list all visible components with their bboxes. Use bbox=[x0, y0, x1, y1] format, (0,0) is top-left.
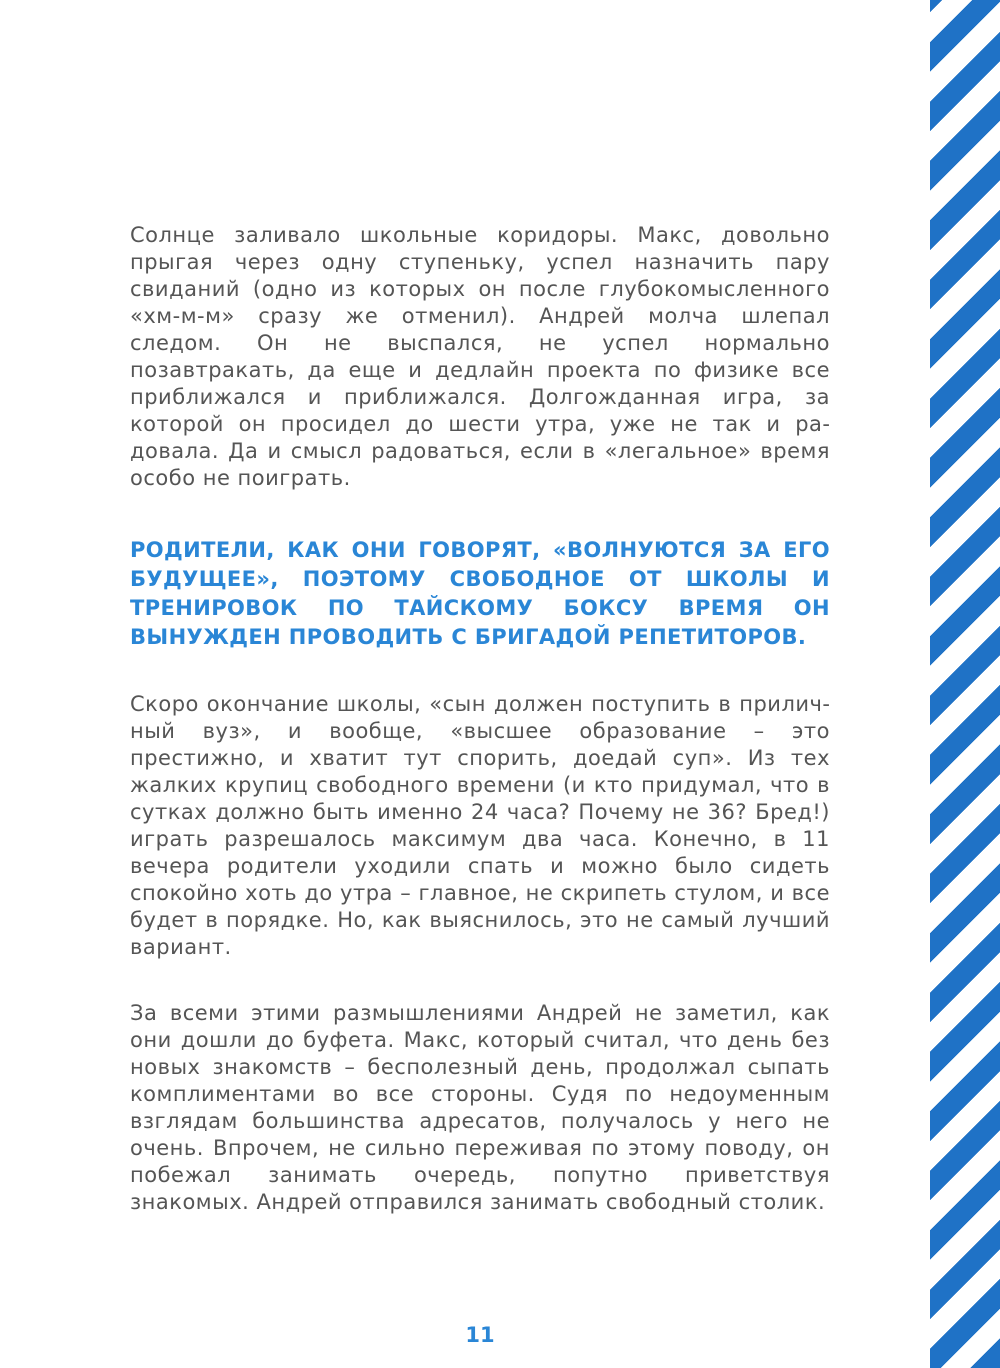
highlight-quote: РОДИТЕЛИ, КАК ОНИ ГОВОРЯТ, «ВОЛНУЮТСЯ ЗА ЕГО БУДУЩЕЕ», ПОЭТОМУ СВОБОДНОЕ ОТ ШКОЛЫ И ТРЕНИРОВОК ПО ТАЙСКОМУ БОКСУ ВРЕМЯ ОН ВЫНУЖДЕН ПРОВОДИТЬ С БРИГАДОЙ РЕПЕТИТОРОВ. bbox=[130, 538, 830, 649]
paragraph-3: За всеми этими размышлениями Андрей не заметил, как они дошли до буфета. Макс, который считал, что день без новых знакомств – бесполезный день, продолжал сыпать комплиментами во все стороны. Судя по недоуменным взглядам большинства адресатов, получалось у него не очень. Впрочем, не сильно переживая по этому поводу, он побежал занимать очередь, попутно приветствуя знакомых. Андрей отправился занимать свободный столик. bbox=[130, 1001, 830, 1214]
page-content bbox=[130, 222, 830, 1216]
page-number: 11 bbox=[465, 1323, 495, 1347]
paragraph-2: Скоро окончание школы, «сын должен поступить в приличный вуз», и вообще, «высшее образование – это престижно, и хватит тут спорить, доедай суп». Из тех жалких крупиц свободного времени (и кто придумал, что в сутках должно быть именно 24 часа? Почему не 36? Бред!) играть разрешалось максимум два часа. Конечно, в 11 вечера родители уходили спать и можно было сидеть спокойно хоть до утра – главное, не скрипеть стулом, и все будет в порядке. Но, как выяснилось, это не самый лучший вариант. bbox=[130, 692, 830, 959]
paragraph-1: Солнце заливало школьные коридоры. Макс, довольно прыгая через одну ступеньку, успел назначить пару свиданий (одно из которых он после глубокомысленного «хм-м-м» сразу же отменил). Андрей молча шлепал следом. Он не выспался, не успел нормально позавтракать, да еще и дедлайн проекта по физике все приближался и приближался. Долгожданная игра, за которой он просидел до шести утра, уже не так и радовала. Да и смысл радоваться, если в «легальное» время особо не поиграть. bbox=[130, 223, 830, 490]
decorative-stripes bbox=[930, 0, 1000, 1368]
